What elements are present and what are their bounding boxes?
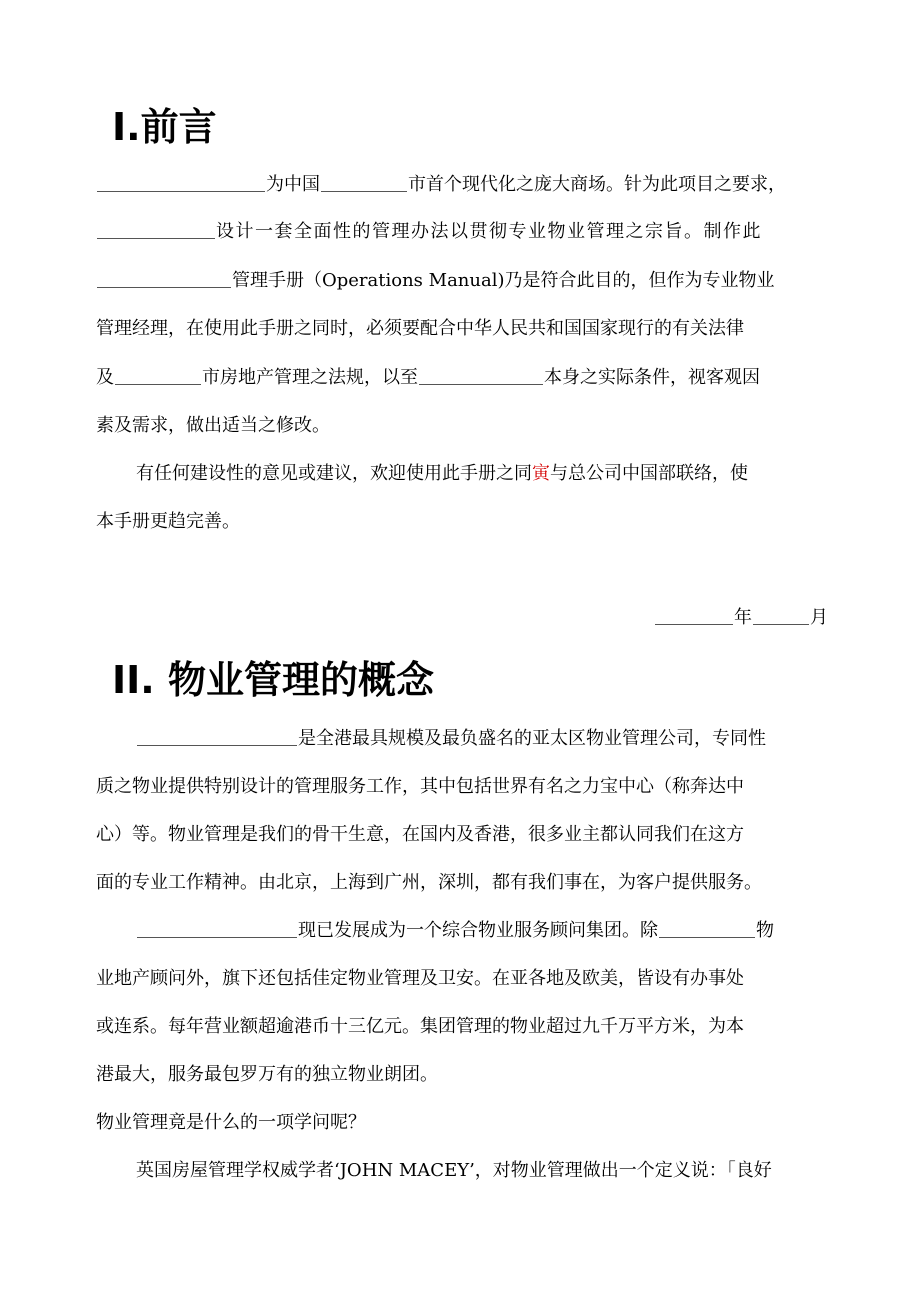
blank-field xyxy=(97,220,215,239)
text-line: 及 市房地产管理之法规，以至 本身之实际条件，视客观因 xyxy=(96,367,760,388)
blank-field xyxy=(655,606,733,625)
text-line: 设计一套全面性的管理办法以贯彻专业物业管理之宗旨。制作此 xyxy=(96,219,828,245)
blank-field xyxy=(97,269,231,288)
text-line: 质之物业提供特别设计的管理服务工作，其中包括世界有名之力宝中心（称奔达中 xyxy=(96,776,744,797)
text-line: 或连系。每年营业额超逾港币十三亿元。集团管理的物业超过九千万平方米，为本 xyxy=(96,1016,744,1037)
blank-field xyxy=(419,366,543,385)
text-line: 现已发展成为一个综合物业服务顾问集团。除 物 xyxy=(96,918,828,944)
text-line: 本手册更趋完善。 xyxy=(96,511,240,532)
text-line: 心）等。物业管理是我们的骨干生意，在国内及香港，很多业主都认同我们在这方 xyxy=(96,824,744,845)
text-line: 管理手册（Operations Manual)乃是符合此目的，但作为专业物业 xyxy=(96,268,828,294)
section-heading-preface: I.前言 xyxy=(112,105,217,149)
text-line: 有任何建设性的意见或建议，欢迎使用此手册之同寅与总公司中国部联络，使 xyxy=(136,463,748,484)
blank-field xyxy=(97,173,265,192)
highlighted-char: 寅 xyxy=(532,463,550,484)
text-line: 素及需求，做出适当之修改。 xyxy=(96,415,330,436)
blank-field xyxy=(115,366,201,385)
section-heading-concept: II. 物业管理的概念 xyxy=(112,658,434,702)
text-line: 管理经理，在使用此手册之同时，必须要配合中华人民共和国国家现行的有关法律 xyxy=(96,318,744,339)
text-line: 业地产顾问外，旗下还包括佳定物业管理及卫安。在亚各地及欧美，皆设有办事处 xyxy=(96,968,744,989)
text-line: 英国房屋管理学权威学者‘JOHN MACEY’，对物业管理做出一个定义说：「良好 xyxy=(136,1160,772,1181)
blank-field xyxy=(753,606,809,625)
text-line: 面的专业工作精神。由北京，上海到广州，深圳，都有我们事在，为客户提供服务。 xyxy=(96,872,762,893)
blank-field xyxy=(137,727,297,746)
text-line: 物业管理竟是什么的一项学问呢？ xyxy=(96,1112,366,1133)
blank-field xyxy=(137,919,297,938)
text-line: 港最大，服务最包罗万有的独立物业朗团。 xyxy=(96,1064,438,1085)
blank-field xyxy=(321,173,407,192)
text-line: 是全港最具规模及最负盛名的亚太区物业管理公司，专同性 xyxy=(96,726,828,752)
text-line: 为中国 市首个现代化之庞大商场。针为此项目之要求， xyxy=(96,172,828,198)
blank-field xyxy=(659,919,755,938)
date-line: 年 月 xyxy=(96,605,828,631)
